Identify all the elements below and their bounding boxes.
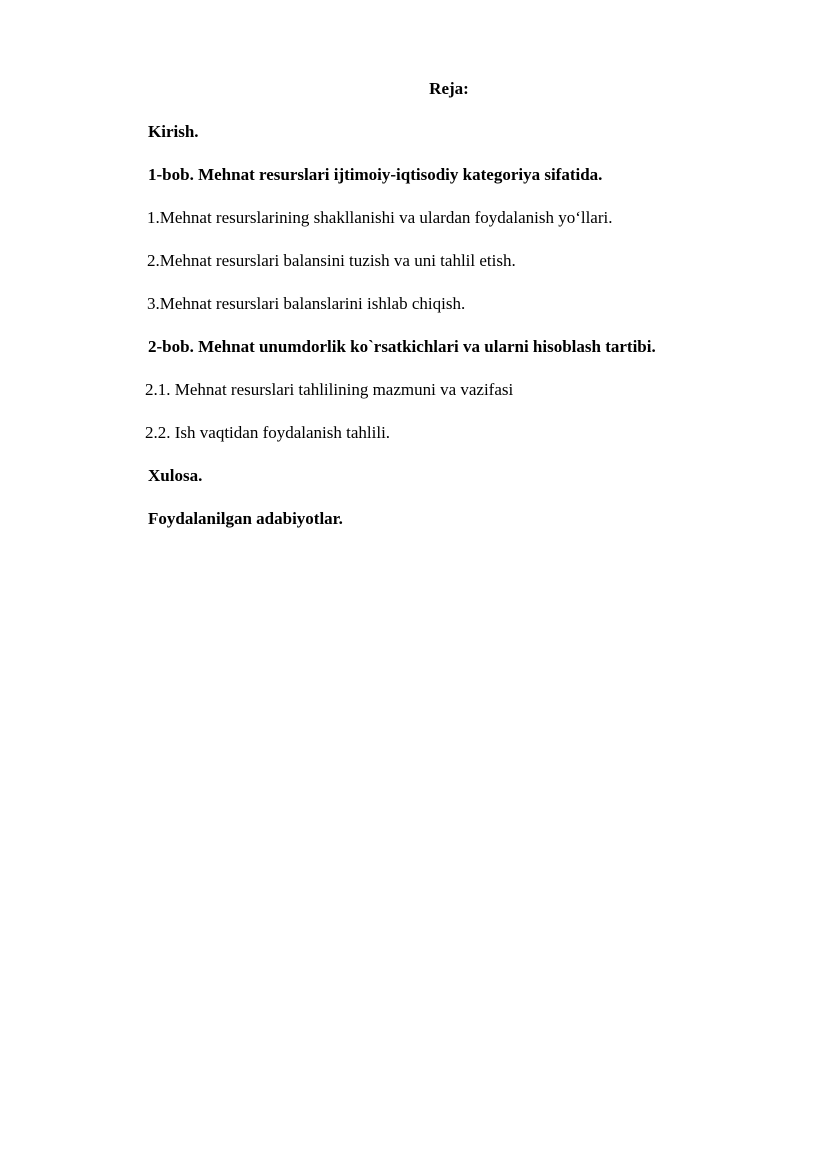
toc-item-conclusion: Xulosa. bbox=[148, 466, 203, 485]
page-title: Reja: bbox=[429, 79, 469, 98]
toc-section-1-2: 2.Mehnat resurslari balansini tuzish va uni tahlil etish. bbox=[147, 251, 516, 270]
toc-section-1-1: 1.Mehnat resurslarining shakllanishi va ulardan foydalanish yo‘llari. bbox=[147, 208, 613, 227]
toc-chapter-2: 2-bob. Mehnat unumdorlik ko`rsatkichlari va ularni hisoblash tartibi. bbox=[148, 337, 656, 356]
toc-section-1-3: 3.Mehnat resurslari balanslarini ishlab chiqish. bbox=[147, 294, 466, 313]
toc-item-references: Foydalanilgan adabiyotlar. bbox=[148, 509, 343, 528]
toc-item-introduction: Kirish. bbox=[148, 122, 199, 141]
toc-chapter-1: 1-bob. Mehnat resurslari ijtimoiy-iqtisodiy kategoriya sifatida. bbox=[148, 165, 603, 184]
toc-section-2-2: 2.2. Ish vaqtidan foydalanish tahlili. bbox=[145, 423, 391, 442]
toc-section-2-1: 2.1. Mehnat resurslari tahlilining mazmuni va vazifasi bbox=[145, 380, 514, 399]
